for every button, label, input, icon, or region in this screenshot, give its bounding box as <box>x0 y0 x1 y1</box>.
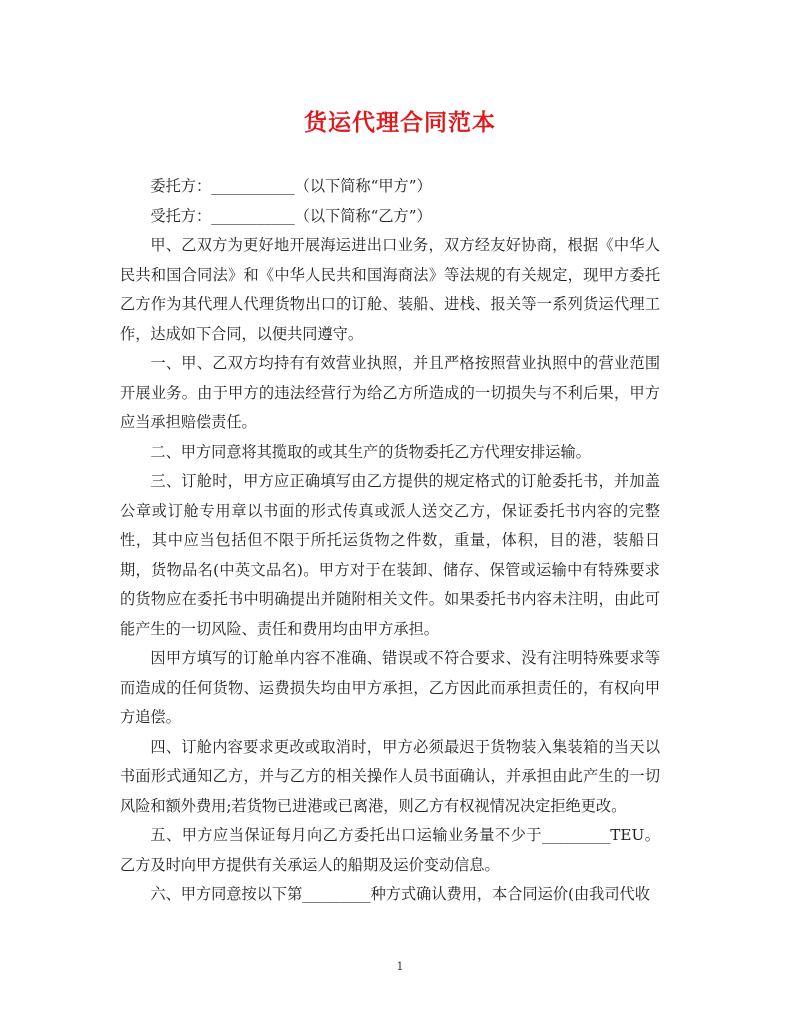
page-title: 货运代理合同范本 <box>304 109 496 136</box>
clause-3-paragraph: 三、订舱时，甲方应正确填写由乙方提供的规定格式的订舱委托书，并加盖公章或订舱专用章以书面的形式传真或派人送交乙方，保证委托书内容的完整性，其中应当包括但不限于所托运货物之件数，重量，体积，目的港，装船日期，货物品名(中英文品名)。甲方对于在装卸、储存、保管或运输中有特殊要求的货物应在委托书中明确提出并随附相关文件。如果委托书内容未注明，由此可能产生的一切风险、责任和费用均由甲方承担。 <box>120 472 660 638</box>
clause-4-paragraph: 四、订舱内容要求更改或取消时，甲方必须最迟于货物装入集装箱的当天以书面形式通知乙方，并与乙方的相关操作人员书面确认，并承担由此产生的一切风险和额外费用;若货物已进港或已离港，则乙方有权视情况决定拒绝更改。 <box>120 737 660 815</box>
clause-2-paragraph: 二、甲方同意将其揽取的或其生产的货物委托乙方代理安排运输。 <box>150 442 591 461</box>
agent-party-line: 受托方：___________（以下简称“乙方”） <box>150 206 432 225</box>
client-party-line: 委托方：___________（以下简称“甲方”） <box>150 177 432 195</box>
clause-3-supplement-paragraph: 因甲方填写的订舱单内容不准确、错误或不符合要求、没有注明特殊要求等而造成的任何货物、运费损失均由甲方承担，乙方因此而承担责任的，有权向甲方追偿。 <box>120 649 660 726</box>
clause-1-paragraph: 一、甲、乙双方均持有有效营业执照，并且严格按照营业执照中的营业范围开展业务。由于甲方的违法经营行为给乙方所造成的一切损失与不利后果，甲方应当承担赔偿责任。 <box>120 354 660 431</box>
page-number: 1 <box>396 960 404 973</box>
document-body <box>120 172 660 910</box>
clause-5-paragraph: 五、甲方应当保证每月向乙方委托出口运输业务量不少于_________TEU。乙方及时向甲方提供有关承运人的船期及运价变动信息。 <box>120 826 660 874</box>
preamble-paragraph: 甲、乙双方为更好地开展海运进出口业务，双方经友好协商，根据《中华人民共和国合同法》和《中华人民共和国海商法》等法规的有关规定，现甲方委托乙方作为其代理人代理货物出口的订舱、装船、进栈、报关等一系列货运代理工作，达成如下合同，以便共同遵守。 <box>120 236 660 343</box>
clause-6-paragraph: 六、甲方同意按以下第_________种方式确认费用，本合同运价(由我司代收 <box>150 885 650 903</box>
